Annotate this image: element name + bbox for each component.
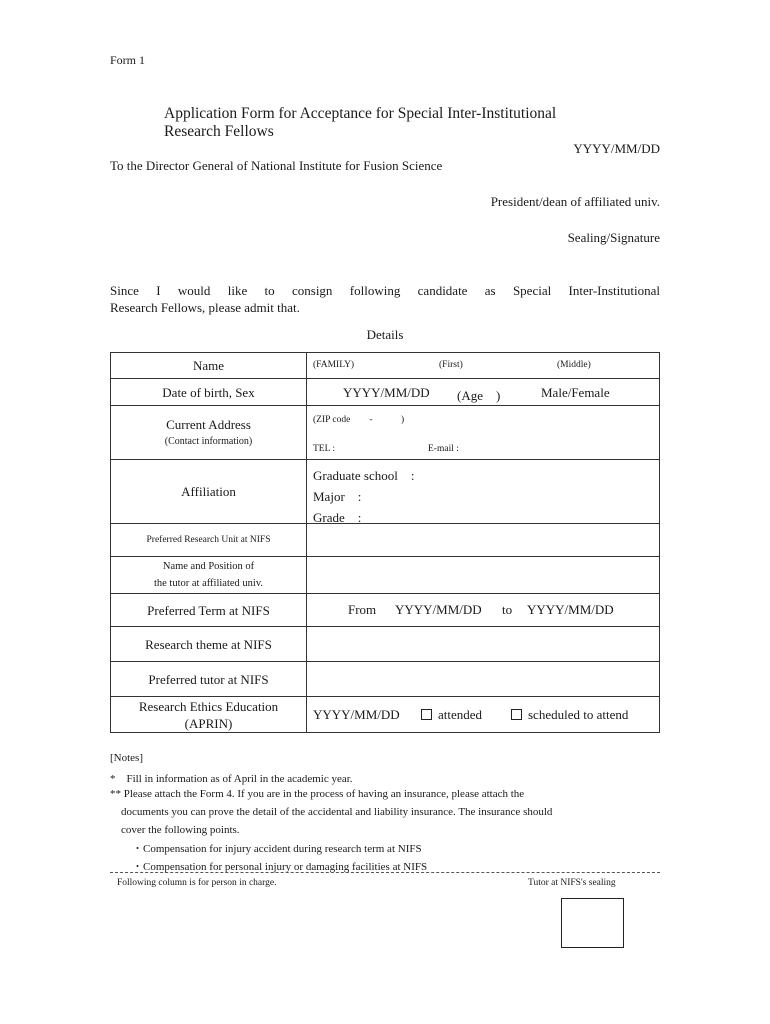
ethics-date: YYYY/MM/DD xyxy=(313,707,400,722)
dob-sex: Male/Female xyxy=(541,385,610,400)
person-in-charge-note: Following column is for person in charge. xyxy=(117,878,277,888)
row-address xyxy=(111,406,660,460)
field-dob[interactable] xyxy=(307,379,660,406)
form-number: Form 1 xyxy=(110,53,146,67)
field-tutor-nifs[interactable] xyxy=(307,662,660,697)
row-dob xyxy=(111,379,660,406)
field-address[interactable] xyxy=(307,406,660,460)
middle-hint: (Middle) xyxy=(557,360,591,370)
tutor-sealing-label: Tutor at NIFS's sealing xyxy=(528,878,616,888)
term-to: to xyxy=(502,602,513,617)
dob-date: YYYY/MM/DD xyxy=(343,385,430,400)
address-sublabel: (Contact information) xyxy=(164,435,253,447)
label-dob: Date of birth, Sex xyxy=(111,379,307,406)
dob-age: (Age ) xyxy=(457,388,501,403)
ethics-attended-option[interactable] xyxy=(421,707,482,723)
field-affiliation[interactable] xyxy=(307,460,660,524)
label-tutor-nifs: Preferred tutor at NIFS xyxy=(111,662,307,697)
grade-hint: Grade : xyxy=(313,510,362,525)
zip-hint: (ZIP code - ) xyxy=(313,415,405,425)
note-1: * Fill in information as of April in the academic year. xyxy=(110,773,353,785)
first-hint: (First) xyxy=(439,360,463,370)
president-line: President/dean of affiliated univ. xyxy=(490,194,660,209)
label-theme: Research theme at NIFS xyxy=(111,627,307,662)
label-ethics xyxy=(111,697,307,733)
addressee: To the Director General of National Institute for Fusion Science xyxy=(110,158,443,173)
ethics-scheduled-option[interactable] xyxy=(511,707,628,723)
row-term xyxy=(111,594,660,627)
row-theme xyxy=(111,627,660,662)
sealing-signature: Sealing/Signature xyxy=(567,230,660,245)
term-from: From xyxy=(348,602,377,617)
note-point-1: ・Compensation for injury accident during research term at NIFS xyxy=(132,843,422,855)
school-hint: Graduate school : xyxy=(313,468,415,483)
details-heading: Details xyxy=(366,327,404,342)
major-hint: Major : xyxy=(313,489,362,504)
scheduled-label: scheduled to attend xyxy=(528,707,629,722)
form-title-line2: Research Fellows xyxy=(164,123,274,140)
attended-checkbox[interactable] xyxy=(421,709,432,720)
field-term[interactable] xyxy=(307,594,660,627)
label-name: Name xyxy=(111,353,307,379)
field-research-unit[interactable] xyxy=(307,524,660,557)
label-research-unit: Preferred Research Unit at NIFS xyxy=(111,524,307,557)
note-2-line2: documents you can prove the detail of the accidental and liability insurance. The insurance should xyxy=(121,806,553,818)
ethics-label-line2: (APRIN) xyxy=(184,715,233,731)
tutor-affiliated-line1: Name and Position of xyxy=(162,561,255,572)
intro-line1: Since I would like to consign following candidate as Special Inter-Institutional xyxy=(110,283,660,298)
label-address xyxy=(111,406,307,460)
row-research-unit xyxy=(111,524,660,557)
family-hint: (FAMILY) xyxy=(313,360,355,370)
label-tutor-affiliated xyxy=(111,557,307,594)
divider-dashed xyxy=(110,872,660,873)
field-tutor-affiliated[interactable] xyxy=(307,557,660,594)
note-point-2: ・Compensation for personal injury or damaging facilities at NIFS xyxy=(132,861,428,873)
details-table xyxy=(110,352,660,733)
scheduled-checkbox[interactable] xyxy=(511,709,522,720)
row-name xyxy=(111,353,660,379)
term-start: YYYY/MM/DD xyxy=(395,602,482,617)
row-tutor-nifs xyxy=(111,662,660,697)
form-title-line1: Application Form for Acceptance for Special Inter-Institutional xyxy=(164,105,557,122)
note-2-line1: ** Please attach the Form 4. If you are in the process of having an insurance, please attach the xyxy=(110,788,525,800)
row-ethics xyxy=(111,697,660,733)
ethics-label-line1: Research Ethics Education xyxy=(138,698,279,714)
label-term: Preferred Term at NIFS xyxy=(111,594,307,627)
row-tutor-affiliated xyxy=(111,557,660,594)
note-2-line3: cover the following points. xyxy=(121,824,240,836)
tel-hint: TEL : xyxy=(313,444,336,454)
label-affiliation: Affiliation xyxy=(111,460,307,524)
row-affiliation xyxy=(111,460,660,524)
email-hint: E-mail : xyxy=(428,444,459,454)
field-theme[interactable] xyxy=(307,627,660,662)
attended-label: attended xyxy=(438,707,483,722)
address-label: Current Address xyxy=(166,416,251,432)
term-end: YYYY/MM/DD xyxy=(527,602,614,617)
field-ethics xyxy=(307,697,660,733)
intro-line2: Research Fellows, please admit that. xyxy=(110,300,300,315)
seal-box[interactable] xyxy=(561,898,624,948)
notes-heading: [Notes] xyxy=(110,752,143,764)
form-date: YYYY/MM/DD xyxy=(573,141,660,156)
field-name[interactable] xyxy=(307,353,660,379)
tutor-affiliated-line2: the tutor at affiliated univ. xyxy=(153,578,264,589)
